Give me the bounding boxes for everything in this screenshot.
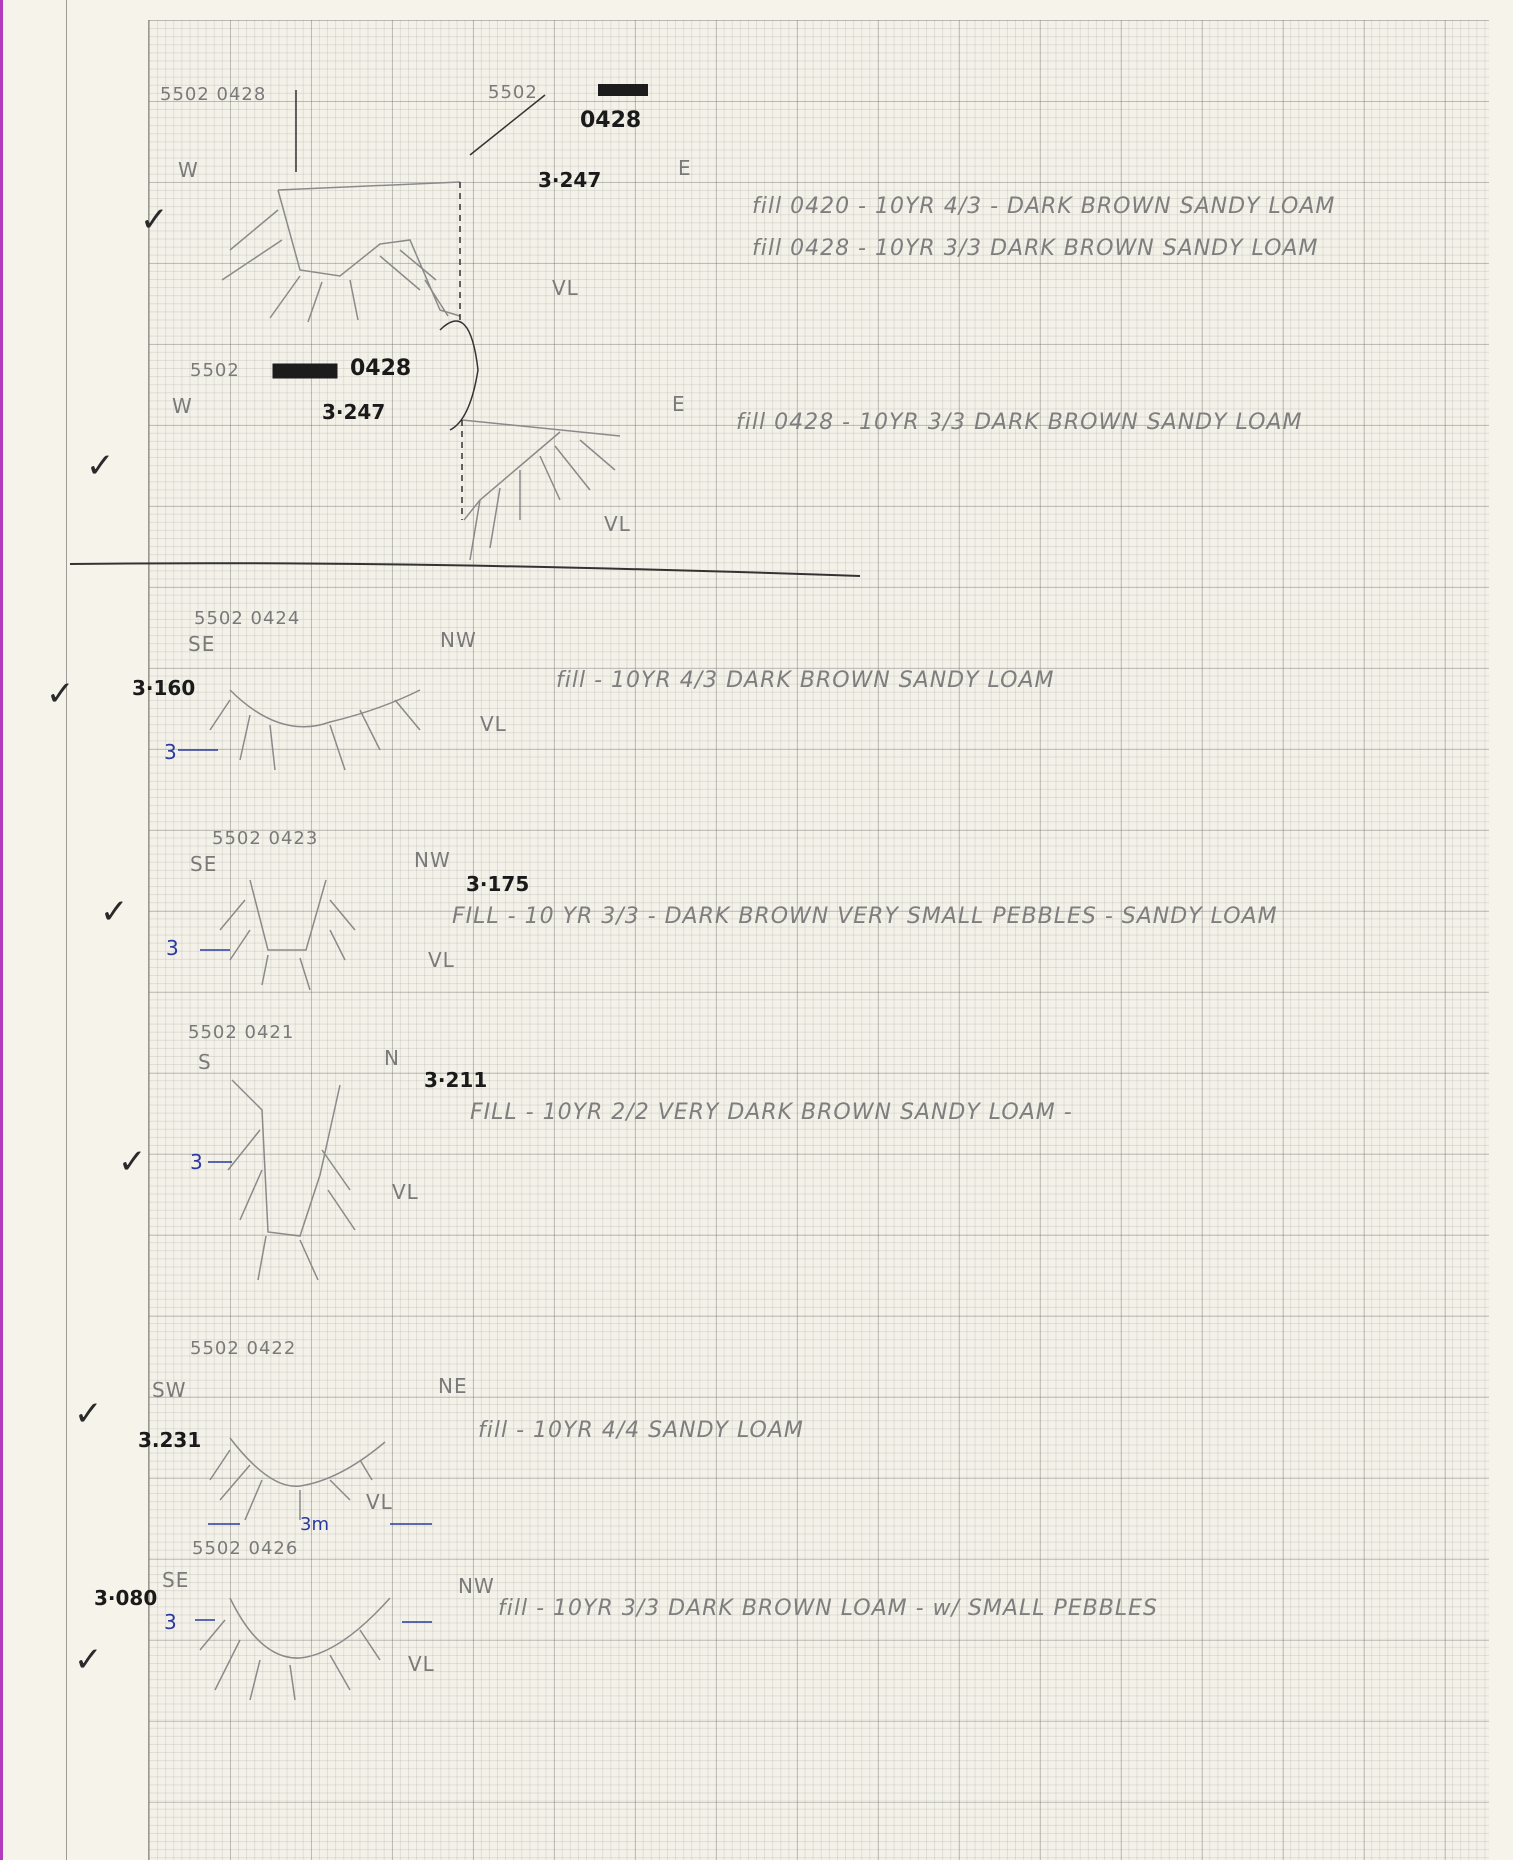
fill-description: fill - 10YR 4/3 DARK BROWN SANDY LOAM — [556, 668, 1055, 693]
check-mark-7: ✓ — [74, 1640, 103, 1680]
context-label: 5502 0428 — [160, 84, 267, 105]
elevation-value: 3·247 — [538, 168, 602, 192]
vl-label: VL — [392, 1180, 419, 1204]
direction-right: NE — [438, 1374, 468, 1398]
fill-description: fill - 10YR 3/3 DARK BROWN LOAM - w/ SMALL PEBBLES — [498, 1596, 1158, 1621]
context-label-2-prefix: 5502 — [488, 82, 538, 103]
check-mark-2: ✓ — [86, 446, 115, 486]
check-mark-3: ✓ — [46, 674, 75, 714]
direction-left: W — [172, 394, 193, 418]
check-mark-5: ✓ — [118, 1142, 147, 1182]
direction-right: E — [672, 392, 686, 416]
check-mark-6: ✓ — [74, 1394, 103, 1434]
fill-description-2: fill 0428 - 10YR 3/3 DARK BROWN SANDY LOAM — [752, 236, 1319, 261]
section-profile-4 — [200, 880, 355, 990]
fill-description-1: fill 0420 - 10YR 4/3 - DARK BROWN SANDY LOAM — [752, 194, 1336, 219]
check-mark-1: ✓ — [140, 200, 169, 240]
section-profile-3 — [178, 690, 420, 770]
direction-right: E — [678, 156, 692, 180]
context-label-2-number: 0428 — [580, 108, 642, 133]
context-label: 5502 — [190, 360, 240, 381]
vl-label: VL — [480, 712, 507, 736]
section-profile-5 — [208, 1080, 355, 1280]
datum-marker: 3 — [166, 936, 179, 960]
elevation-value: 3·160 — [132, 676, 196, 700]
direction-right: NW — [440, 628, 477, 652]
datum-marker: 3 — [164, 740, 177, 764]
context-label: 5502 0424 — [194, 608, 301, 629]
elevation-value: 3.231 — [138, 1428, 202, 1452]
direction-left: W — [178, 158, 199, 182]
context-number: 0428 — [350, 356, 412, 381]
direction-right: NW — [458, 1574, 495, 1598]
direction-right: NW — [414, 848, 451, 872]
fill-description: FILL - 10YR 2/2 VERY DARK BROWN SANDY LOAM - — [470, 1100, 1073, 1125]
datum-marker: 3 — [190, 1150, 203, 1174]
fill-description: fill 0428 - 10YR 3/3 DARK BROWN SANDY LOAM — [736, 410, 1303, 435]
context-label: 5502 0426 — [192, 1538, 299, 1559]
elevation-value: 3·247 — [322, 400, 386, 424]
direction-right: N — [384, 1046, 400, 1070]
fill-description: FILL - 10 YR 3/3 - DARK BROWN VERY SMALL PEBBLES - SANDY LOAM — [452, 904, 1278, 929]
direction-left: SE — [162, 1568, 190, 1592]
vl-label: VL — [366, 1490, 393, 1514]
check-mark-4: ✓ — [100, 892, 129, 932]
vl-label: VL — [428, 948, 455, 972]
direction-left: SE — [190, 852, 218, 876]
datum-note: 3m — [300, 1514, 329, 1535]
datum-marker: 3 — [164, 1610, 177, 1634]
section-profile-7 — [195, 1598, 432, 1700]
context-label: 5502 0423 — [212, 828, 319, 849]
vl-label: VL — [408, 1652, 435, 1676]
direction-left: S — [198, 1050, 212, 1074]
direction-left: SW — [152, 1378, 187, 1402]
vl-label: VL — [604, 512, 631, 536]
context-label: 5502 0421 — [188, 1022, 295, 1043]
elevation-value: 3·080 — [94, 1586, 158, 1610]
fill-description: fill - 10YR 4/4 SANDY LOAM — [478, 1418, 804, 1443]
vl-label: VL — [552, 276, 579, 300]
context-label: 5502 0422 — [190, 1338, 297, 1359]
elevation-value: 3·211 — [424, 1068, 488, 1092]
elevation-value: 3·175 — [466, 872, 530, 896]
section-profile-6 — [208, 1438, 432, 1524]
direction-left: SE — [188, 632, 216, 656]
